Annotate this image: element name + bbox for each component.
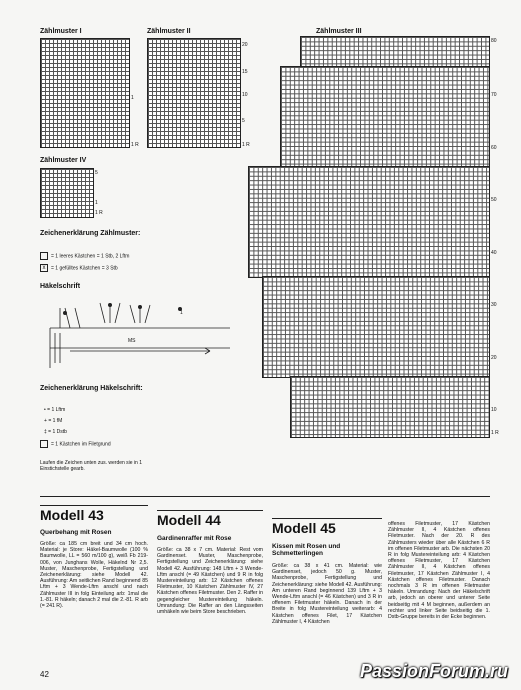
legend1-item2-text: = 1 gefülltes Kästchen = 3 Stb [51,265,118,272]
z3-axis-40: 40 [491,250,497,256]
m44-text: Größe: ca 38 x 7 cm. Material: Rest vom Gardinenset. Muster, Maschenprobe, Fertigstellung und Zeichenerklärung: siehe Modell 42. Ausführung: 148 Lftm + 3 Wende-Lftm anschl (= 49 Kästchen) und 9 R in folg Mustereinteilung arb: 12 Kästchen offenes Filetmuster, 10 Kästchen Zählmuster IV, 27 Kästchen offenes Filetmuster. Den 2. Raffer in gegengleicher Mustereinteilung häkeln. Umrandung: Die Raffer an den Längsseiten umhäkeln wie beim Store beschrieben. [157,547,263,616]
legend1-item2 [40,264,118,272]
chart-grid-z3-mid [248,166,490,278]
z4-axis-5: 5 [95,170,98,176]
chart-title-z3: Zählmuster III [316,28,362,35]
legend2-item2-text: = 1 fM [48,418,63,424]
chart-grid-z4 [40,168,94,218]
m45-title: Modell 45 [272,520,336,536]
chart-grid-z2 [147,38,241,148]
m44-subtitle: Gardinenraffer mit Rose [157,535,232,542]
z3-axis-30: 30 [491,302,497,308]
haekel-ms: MS [128,338,136,344]
note: Laufen die Zeichen unten zus. werden sie in 1 Einstichstelle gearb. [40,460,143,472]
z3-axis-80: 80 [491,38,497,44]
chart-grid-z1 [40,38,130,148]
z3-axis-50: 50 [491,197,497,203]
chart-grid-z3-top [300,36,490,68]
chart-title-z4: Zählmuster IV [40,157,87,164]
watermark: PassionForum.ru [360,661,509,681]
legend2-item1-text: = 1 Lftm [47,407,66,413]
chart-title-z2: Zählmuster II [147,28,191,35]
legend2-item3-text: = 1 Dstb [48,429,67,435]
chart-grid-z3-upper [280,66,490,168]
m44-rule [157,510,263,511]
m45-text: Größe: ca 38 x 41 cm. Material: wie Gardinenset, jedoch 50 g. Muster, Maschenprobe, Fertigstellung und Zeichenerklärung: siehe Modell 42. Ausführung: Am unteren Rand beginnend 139 Lftm + 3 Wende-Lftm anschl (= 46 Kästchen) und 3 R in offenem Filetmuster häkeln. Danach in der Breite in folg Mustereinteilung weiterarb: 4 Kästchen offenes Filet, 17 Kästchen Zählmuster I, 4 Kästchen [272,563,382,625]
empty-box-icon [40,252,48,260]
legend2-item4 [40,440,111,448]
legend2-item2 [44,418,62,424]
legend1-item1 [40,252,129,260]
page-number: 42 [40,670,49,679]
x-box-icon: x [40,264,48,272]
haekel-diagram [40,293,240,373]
z2-axis-10: 10 [242,92,248,98]
m45-text-cont: offenes Filetmuster, 17 Kästchen Zählmuster II, 4 Kästchen offenes Filetmuster. Nach der 20. R des Zählmusters wieder über alle Kästchen 6 R im offenen Filetmuster arb. Die nächsten 20 R in folg Mustereinteilung arb: 4 Kästchen offenes Filetmuster, 17 Kästchen Zählmuster II, 4 Kästchen offenes Filetmuster, 17 Kästchen Zählmuster I, 4 Kästchen offenes Filetmuster. Danach nochmals 3 R im offenen Filetmuster häkeln. Umrandung: Nach der Häkelschrift arb, jedoch an oberer und unterer Seite beidseitig mit 4 M beginnen, außerdem an rechter und linker Seite beidseitig die 1. Dstb-Gruppe bereits in der Ecke beginnen. [388,521,490,621]
legend1-title: Zeichenerklärung Zählmuster: [40,230,141,237]
chain-icon: • [44,407,48,413]
m44-title: Modell 44 [157,512,221,528]
m45-rule [272,518,382,519]
legend2-title: Zeichenerklärung Häkelschrift: [40,385,143,392]
z1-axis-1r: 1 R [131,142,139,148]
chart-grid-z3-bottom [290,376,490,438]
z4-axis-1: 1 [95,200,98,206]
z4-axis-1r: 1 R [95,210,103,216]
m43-title: Modell 43 [40,507,104,523]
haekel-num: 1 [180,310,183,316]
m43-text: Größe: ca 185 cm breit und 34 cm hoch. Material: je Store: Häkel-Baumwolle (100 % Baumwolle, LL = 560 m/100 g), weiß Fb 219-006, von Junghans Wolle, Häkelnd Nr 2,5. Muster, Maschenprobe, Fertigstellung und Zeichenerklärung: siehe Modell 42. Ausführung: Am seitlichen Rand beginnend 85 Lftm + 3 Wende-Lftm anschl und nach Zählmuster III in folg Einteilung arb: 1mal die 1.-81. R häkeln; danach 2 mal die 2.-81. R arb (= 241 R). [40,541,148,610]
z2-axis-15: 15 [242,69,248,75]
haekel-title: Häkelschrift [40,283,81,290]
dtc-icon: ‡ [44,429,49,435]
m45-subtitle: Kissen mit Rosen und Schmetterlingen [272,543,341,557]
legend2-item1 [44,407,65,413]
legend1-item1-text: = 1 leeres Kästchen = 1 Stb, 2 Lftm [51,253,130,260]
z3-axis-70: 70 [491,92,497,98]
sc-icon: + [44,418,49,424]
chart-grid-z3-lower [262,276,490,378]
m43-rule [40,505,148,506]
legend2-item4-text: = 1 Kästchen im Filetgrund [51,441,111,448]
z1-axis-1: 1 [131,95,134,101]
m43-subtitle: Querbehang mit Rosen [40,529,112,536]
chart-title-z1: Zählmuster I [40,28,82,35]
z2-axis-20: 20 [242,42,248,48]
z3-axis-10: 10 [491,407,497,413]
z3-axis-60: 60 [491,145,497,151]
z2-axis-5: 5 [242,118,245,124]
filet-box-icon [40,440,48,448]
z3-axis-20: 20 [491,355,497,361]
section-divider [40,496,490,497]
z3-axis-1r: 1 R [491,430,499,436]
z2-axis-1r: 1 R [242,142,250,148]
legend2-item3 [44,429,67,435]
